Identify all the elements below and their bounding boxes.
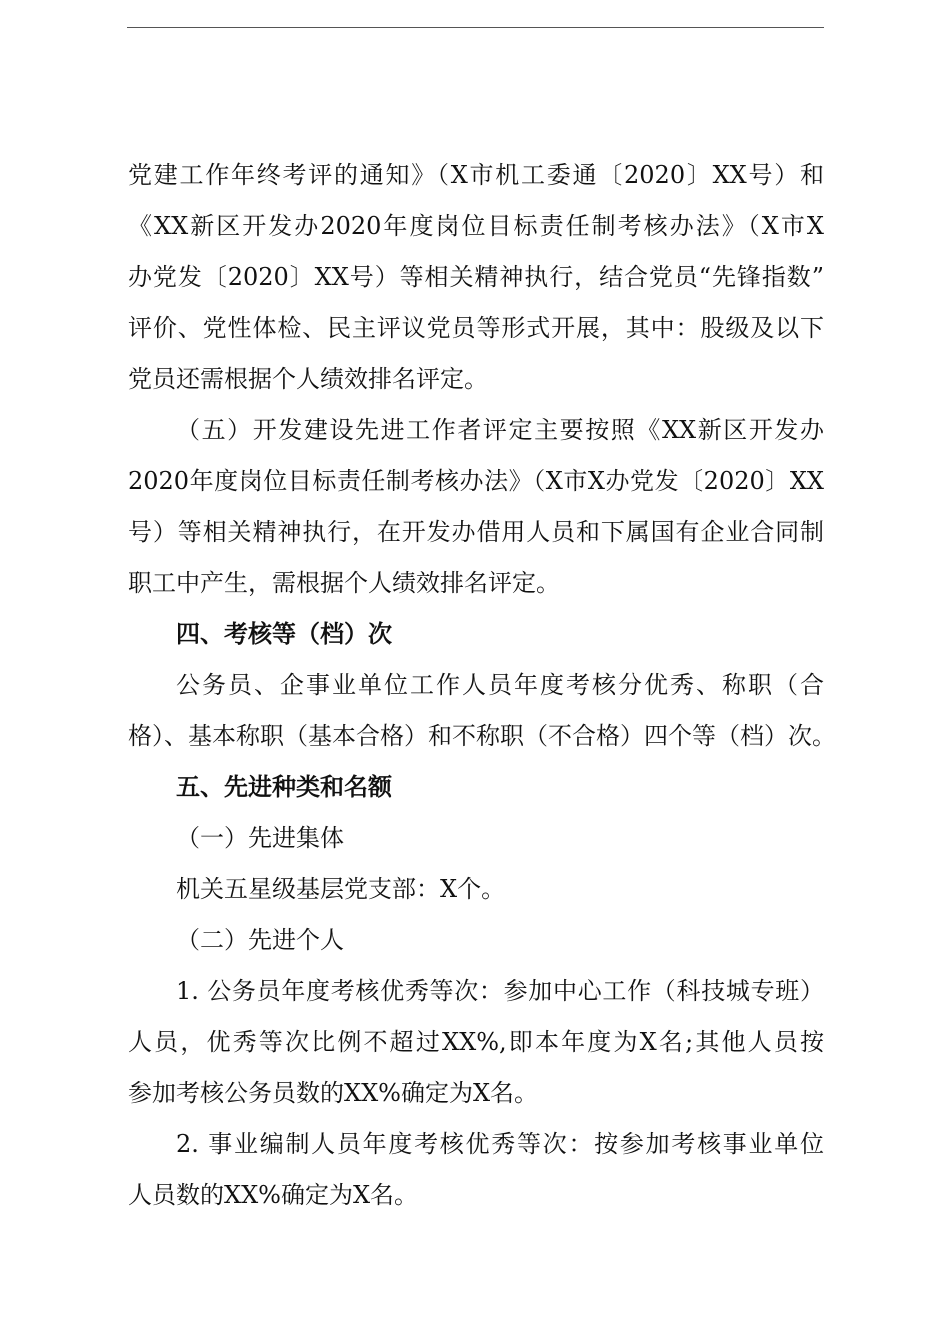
subsection-heading: （一）先进集体 (176, 824, 344, 852)
list-item-line: 人员数的XX%确定为X名。 (128, 1181, 419, 1209)
list-item-line: 参加考核公务员数的XX%确定为X名。 (128, 1079, 539, 1107)
paragraph-line: 职工中产生，需根据个人绩效排名评定。 (128, 569, 560, 597)
list-item-line: 人员，优秀等次比例不超过XX%,即本年度为X名;其他人员按 (128, 1028, 824, 1056)
header-rule (127, 27, 824, 28)
list-item-line: 2. 事业编制人员年度考核优秀等次：按参加考核事业单位 (176, 1130, 824, 1158)
paragraph-line: 公务员、企事业单位工作人员年度考核分优秀、称职（合 (176, 671, 824, 699)
paragraph-line: （五）开发建设先进工作者评定主要按照《XX新区开发办 (176, 416, 824, 444)
paragraph-line: 格）、基本称职（基本合格）和不称职（不合格）四个等（档）次。 (128, 722, 836, 750)
subsection-heading: （二）先进个人 (176, 926, 344, 954)
paragraph-line: 号）等相关精神执行，在开发办借用人员和下属国有企业合同制 (128, 518, 824, 546)
paragraph-line: 党员还需根据个人绩效排名评定。 (128, 365, 488, 393)
paragraph-line: 评价、党性体检、民主评议党员等形式开展，其中：股级及以下 (128, 314, 824, 342)
list-item-line: 1. 公务员年度考核优秀等次：参加中心工作（科技城专班） (176, 977, 824, 1005)
paragraph-line: 《XX新区开发办2020年度岗位目标责任制考核办法》（X市X (128, 212, 824, 240)
paragraph-line: 办党发〔2020〕XX号）等相关精神执行，结合党员“先锋指数” (128, 263, 824, 291)
paragraph-line: 机关五星级基层党支部：X个。 (176, 875, 506, 903)
section-heading: 五、先进种类和名额 (176, 773, 392, 801)
paragraph-line: 2020年度岗位目标责任制考核办法》（X市X办党发〔2020〕XX (128, 467, 824, 495)
document-body (128, 150, 836, 1221)
paragraph-line: 党建工作年终考评的通知》（X市机工委通〔2020〕XX号）和 (128, 161, 824, 189)
section-heading: 四、考核等（档）次 (176, 620, 392, 648)
